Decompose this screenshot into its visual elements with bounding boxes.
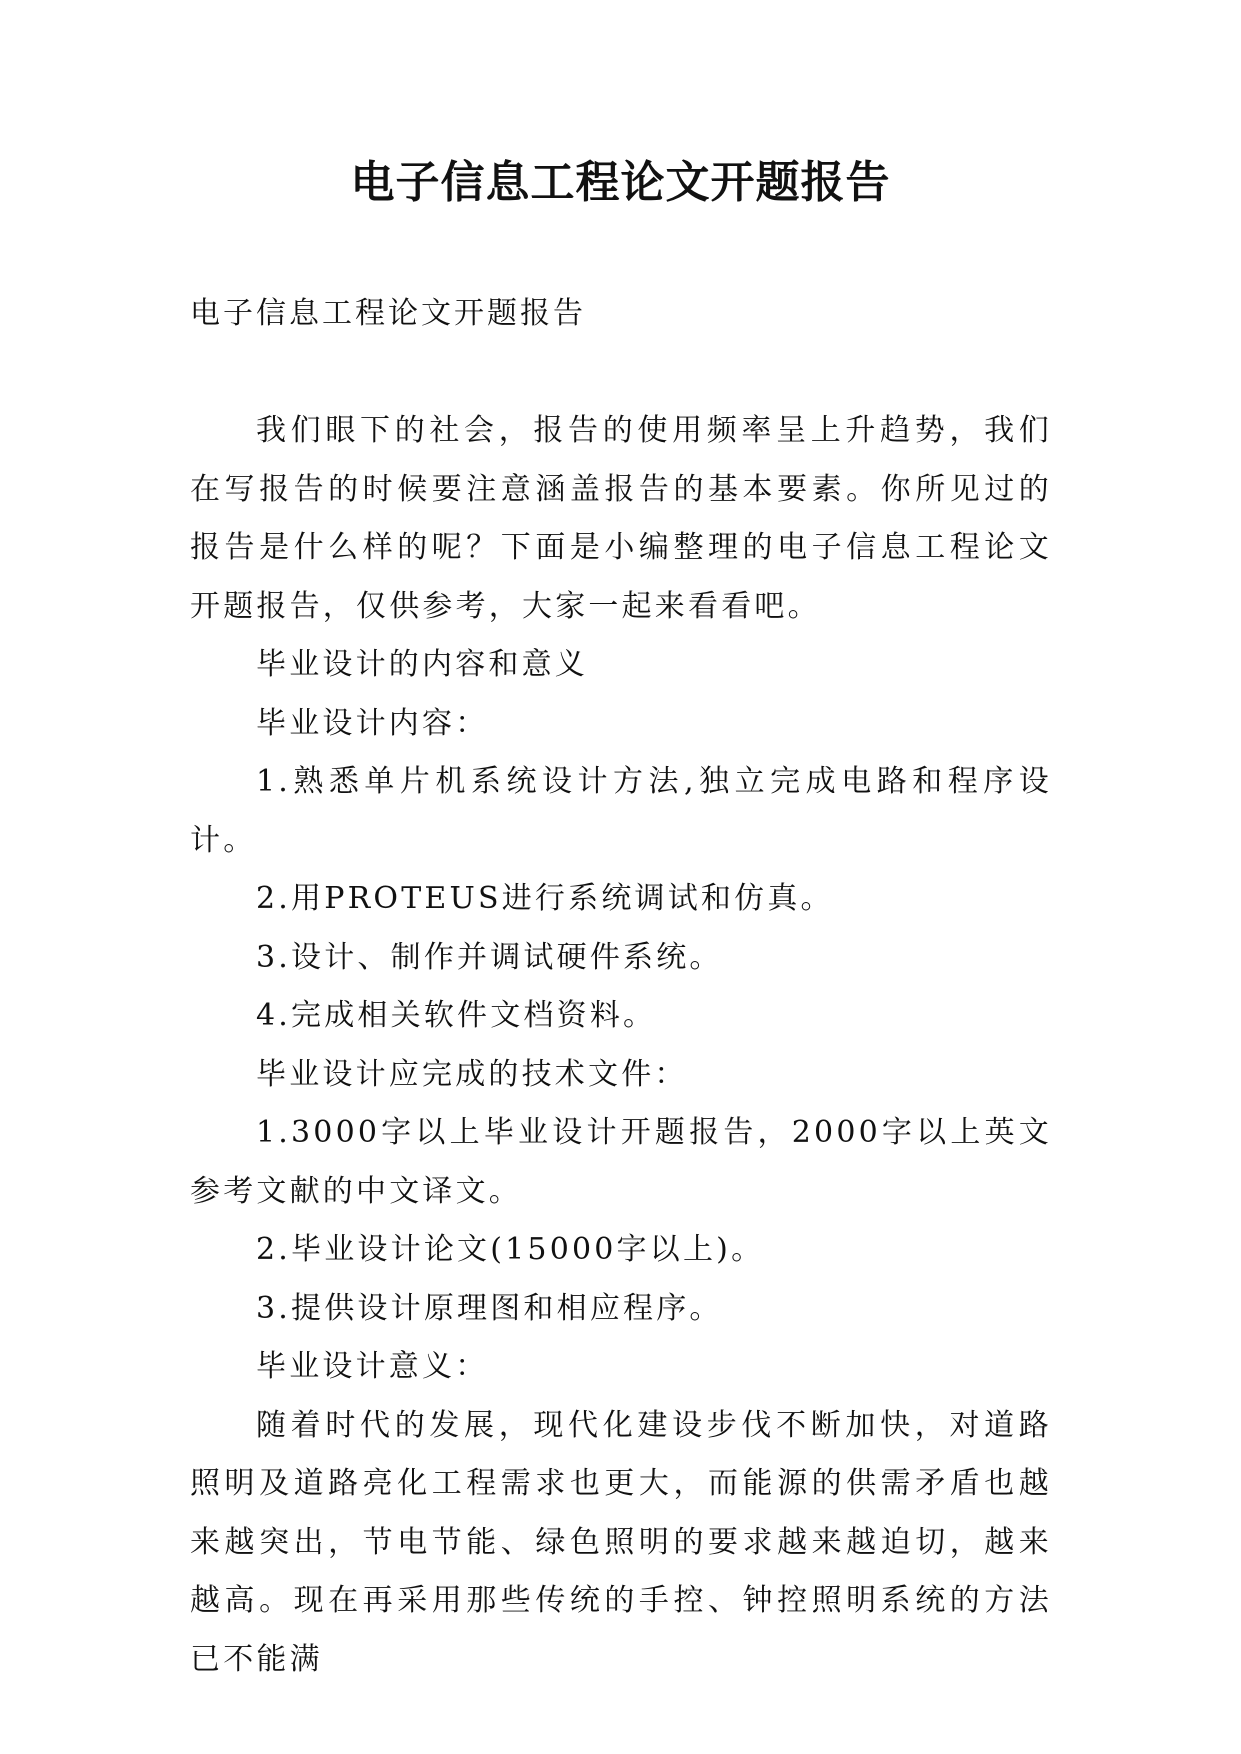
- paragraph-doc-item-1: 1.3000字以上毕业设计开题报告，2000字以上英文参考文献的中文译文。: [190, 1115, 1052, 1209]
- document-subtitle: 电子信息工程论文开题报告: [190, 296, 586, 331]
- paragraph-item-3: 3.设计、制作并调试硬件系统。: [256, 939, 723, 975]
- document-title: 电子信息工程论文开题报告: [350, 157, 891, 208]
- paragraph-item-2: 2.用PROTEUS进行系统调试和仿真。: [256, 881, 834, 916]
- paragraph-heading-design-content: 毕业设计内容：: [256, 705, 489, 741]
- paragraph-heading-content-meaning: 毕业设计的内容和意义: [256, 647, 588, 682]
- paragraph-intro: 我们眼下的社会，报告的使用频率呈上升趋势，我们在写报告的时候要注意涵盖报告的基本要素。你所见过的报告是什么样的呢？下面是小编整理的电子信息工程论文开题报告，仅供参考，大家一起来看看吧。: [190, 413, 1052, 624]
- paragraph-significance-text: 随着时代的发展，现代化建设步伐不断加快，对道路照明及道路亮化工程需求也更大，而能源的供需矛盾也越来越突出，节电节能、绿色照明的要求越来越迫切，越来越高。现在再采用那些传统的手控、钟控照明系统的方法已不能满: [190, 1407, 1052, 1677]
- paragraph-item-1: 1.熟悉单片机系统设计方法,独立完成电路和程序设计。: [190, 764, 1052, 858]
- paragraph-doc-item-2: 2.毕业设计论文(15000字以上)。: [256, 1232, 765, 1267]
- paragraph-doc-item-3: 3.提供设计原理图和相应程序。: [256, 1290, 723, 1326]
- paragraph-heading-tech-docs: 毕业设计应完成的技术文件：: [256, 1056, 688, 1092]
- document-body: [190, 402, 1052, 1689]
- paragraph-heading-significance: 毕业设计意义：: [256, 1349, 489, 1384]
- paragraph-item-4: 4.完成相关软件文档资料。: [256, 998, 657, 1033]
